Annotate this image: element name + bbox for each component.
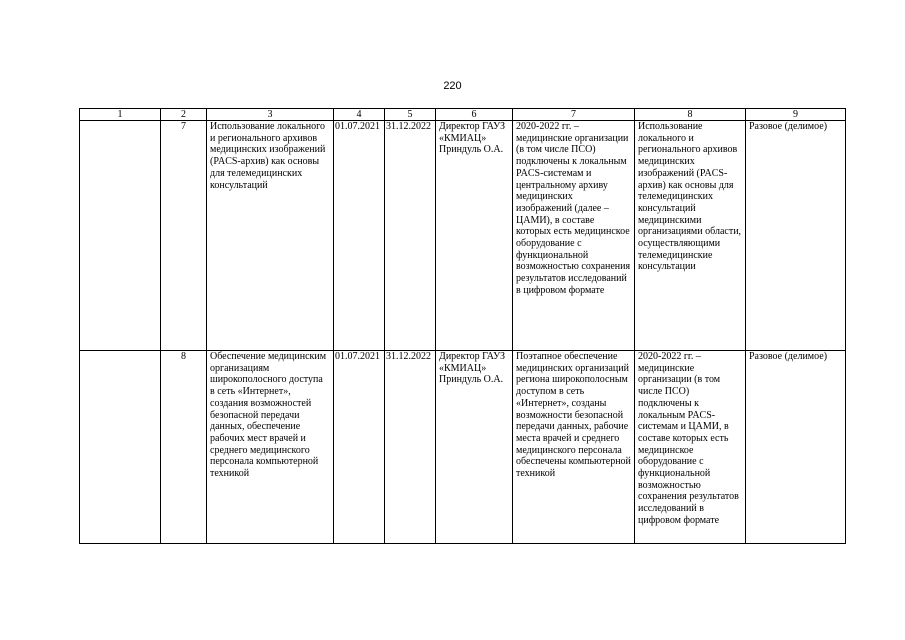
header-cell: 1: [80, 109, 161, 121]
start-date: 01.07.2021: [334, 351, 385, 544]
task-cell: Использование локального и регионального архивов медицинских изображений (PACS-архив) как основы для телемедицинских консультаций: [207, 121, 334, 351]
header-cell: 7: [513, 109, 635, 121]
indicator-cell: Использование локального и регионального архивов медицинских изображений (PACS-архив) как основы для телемедицинских консультаций медицинскими организациями области, осуществляющими телемедицинские консультации: [635, 121, 746, 351]
header-cell: 2: [161, 109, 207, 121]
end-date: 31.12.2022: [385, 121, 436, 351]
task-cell: Обеспечение медицинским организациям широкополосного доступа в сеть «Интернет», создания возможностей безопасной передачи данных, обеспечение рабочих мест врачей и среднего медицинского персонала компьютерной техникой: [207, 351, 334, 544]
page-number: 220: [443, 80, 462, 92]
table-row: [80, 121, 846, 351]
indicator-cell: 2020-2022 гг. – медицинские организации (в том числе ПСО) подключены к локальным PACS-системам и ЦАМИ, в составе которых есть медицинское оборудование с функциональной возможностью сохранения результатов исследований в цифровом формате: [635, 351, 746, 544]
empty-cell: [80, 351, 161, 544]
result-cell: 2020-2022 гг. – медицинские организации (в том числе ПСО) подключены к локальным PACS-системам и центральному архиву медицинских изображений (далее – ЦАМИ), в составе которых есть медицинское оборудование с функциональной возможностью сохранения результатов исследований в цифровом формате: [513, 121, 635, 351]
table-row: [80, 351, 846, 544]
row-number: 7: [161, 121, 207, 351]
type-cell: Разовое (делимое): [746, 121, 846, 351]
header-cell: 3: [207, 109, 334, 121]
header-cell: 6: [436, 109, 513, 121]
header-cell: 5: [385, 109, 436, 121]
result-cell: Поэтапное обеспечение медицинских организаций региона широкополосным доступом в сеть «Интернет», созданы возможности безопасной передачи данных, рабочие места врачей и среднего медицинского персонала обеспечены компьютерной техникой: [513, 351, 635, 544]
row-number: 8: [161, 351, 207, 544]
start-date: 01.07.2021: [334, 121, 385, 351]
responsible-cell: Директор ГАУЗ «КМИАЦ» Приндуль О.А.: [436, 351, 513, 544]
empty-cell: [80, 121, 161, 351]
type-cell: Разовое (делимое): [746, 351, 846, 544]
responsible-cell: Директор ГАУЗ «КМИАЦ» Приндуль О.А.: [436, 121, 513, 351]
header-cell: 8: [635, 109, 746, 121]
header-row: [80, 109, 846, 121]
header-cell: 9: [746, 109, 846, 121]
header-cell: 4: [334, 109, 385, 121]
plan-table: [79, 108, 846, 544]
end-date: 31.12.2022: [385, 351, 436, 544]
